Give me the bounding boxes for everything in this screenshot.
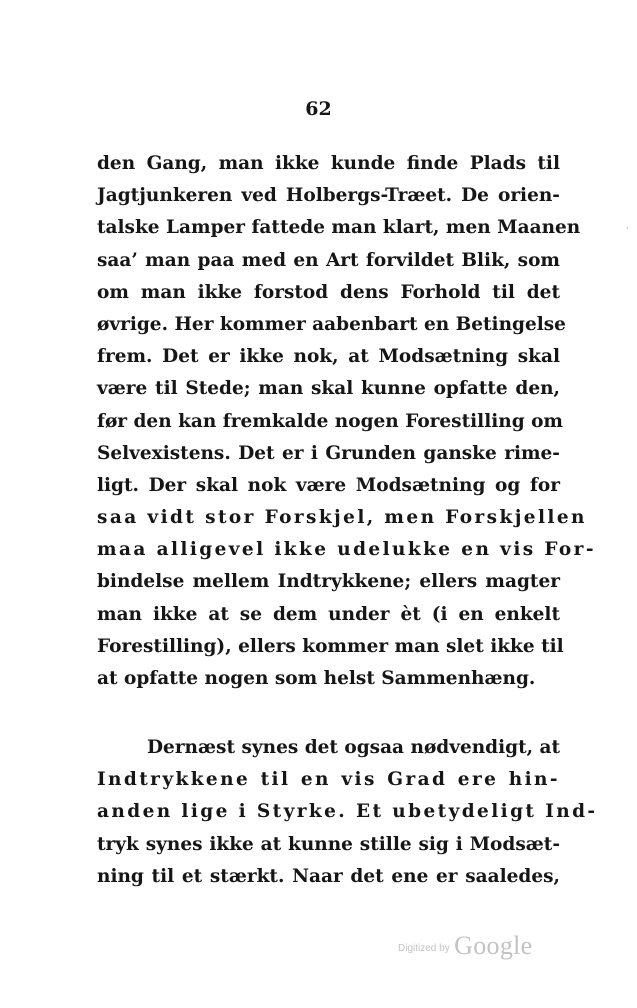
paragraph-1 <box>97 148 596 695</box>
page-number: 62 <box>305 98 332 120</box>
text-line: saa vidt stor Forskjel, men Forskjellen <box>97 507 587 529</box>
text-line: øvrige. Her kommer aabenbart en Betingelse <box>97 313 566 335</box>
watermark-prefix: Digitized by <box>398 943 450 954</box>
text-line: før den kan fremkalde nogen Forestilling om <box>97 410 563 432</box>
margin-mark: ’ <box>625 226 629 237</box>
text-line: den Gang, man ikke kunde finde Plads til <box>97 153 560 174</box>
text-line: Forestilling), ellers kommer man slet ikke til <box>97 635 564 657</box>
text-line: tryk synes ikke at kunne stille sig i Modsæt- <box>97 833 560 855</box>
text-line: at opfatte nogen som helst Sammenhæng. <box>97 668 536 689</box>
text-line: man ikke at se dem under èt (i en enkelt <box>97 603 560 625</box>
text-line: saa’ man paa med en Art forvildet Blik, som <box>97 249 560 271</box>
paragraph-2 <box>97 732 598 893</box>
text-line: Selvexistens. Det er i Grunden ganske rime- <box>97 442 560 464</box>
text-line: om man ikke forstod dens Forhold til det <box>97 281 560 303</box>
text-line: frem. Det er ikke nok, at Modsætning skal <box>97 346 560 368</box>
google-logo: Google <box>454 931 533 960</box>
text-line: Indtrykkene til en vis Grad ere hin- <box>97 769 560 791</box>
text-line: Jagtjunkeren ved Holbergs-Træet. De orien- <box>97 185 560 207</box>
text-line: maa alligevel ikke udelukke en vis For- <box>97 539 596 561</box>
digitized-by-google-watermark <box>398 931 533 961</box>
text-line: anden lige i Styrke. Et ubetydeligt Ind- <box>97 801 598 823</box>
text-line: talske Lamper fattede man klart, men Maanen <box>97 217 581 239</box>
text-line: ning til et stærkt. Naar det ene er saaledes, <box>97 865 560 887</box>
text-line: ligt. Der skal nok være Modsætning og for <box>97 474 560 496</box>
text-line: bindelse mellem Indtrykkene; ellers magter <box>97 571 560 593</box>
text-line: være til Stede; man skal kunne opfatte den, <box>97 378 560 400</box>
text-line: Dernæst synes det ogsaa nødvendigt, at <box>147 737 561 758</box>
